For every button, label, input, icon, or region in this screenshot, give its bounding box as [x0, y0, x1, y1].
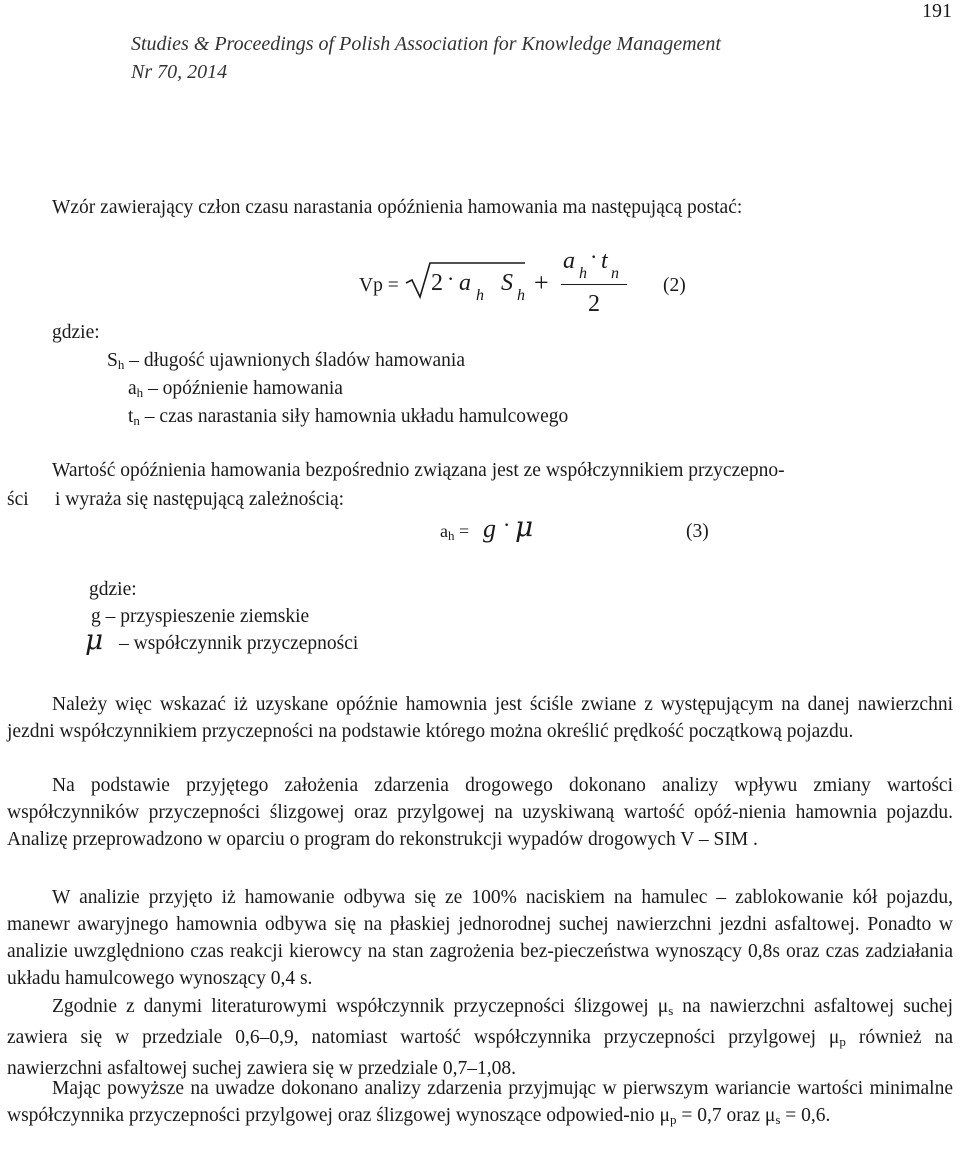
paragraph-4-text-a: Zgodnie z danymi literaturowymi współczynnik przyczepności ślizgowej μ: [52, 996, 669, 1017]
symbol-sub: h: [136, 385, 144, 400]
paragraph-5-text-a: Mając powyższe na uwadze dokonano analizy zdarzenia przyjmując w pierwszym wariancie wartości minimalne współczynnika przyczepności przylgowej oraz ślizgowej wynoszące odpowied-nio μ: [7, 1078, 953, 1126]
paragraph-2: [7, 772, 953, 853]
definition-tn: [128, 406, 568, 429]
symbol-sub: h: [117, 357, 125, 372]
definition-g: g – przyspieszenie ziemskie: [91, 606, 310, 627]
equation-2-lhs: Vp =: [359, 275, 399, 296]
paragraph-2-text: Na podstawie przyjętego założenia zdarzenia drogowego dokonano analizy wpływu zmiany wartości współczynników przyczepności ślizgowej oraz przylgowej na uzyskiwaną wartość opóź-nienia hamownia pojazdu. Analizę przeprowadzono w oparciu o program do rekonstrukcji wypadów drogowych V – SIM .: [7, 775, 953, 850]
definition-text: – długość ujawnionych śladów hamowania: [124, 350, 465, 371]
where-label: gdzie:: [52, 322, 100, 343]
symbol: t: [128, 406, 134, 427]
paragraph-5-text-c: = 0,6.: [780, 1105, 831, 1126]
equation-3-number: (3): [686, 521, 709, 542]
equation-3-mu: μ: [515, 510, 534, 543]
where-label-2: gdzie:: [89, 579, 137, 600]
equation-3-lhs-a: a: [440, 521, 448, 541]
equation-2-two: 2: [431, 270, 443, 296]
paragraph-4-sub-s: s: [668, 1003, 674, 1018]
journal-title: Studies & Proceedings of Polish Association for Knowledge Management: [131, 33, 721, 55]
friction-paragraph-line1: Wartość opóźnienia hamowania bezpośrednio związana jest ze współczynnikiem przyczepno-: [52, 460, 785, 481]
friction-paragraph-line2-rest: i wyraża się następującą zależnością:: [55, 489, 345, 510]
symbol: a: [128, 378, 137, 399]
intro-sentence: Wzór zawierający człon czasu narastania opóźnienia hamowania ma następującą postać:: [52, 197, 743, 218]
paragraph-1: [7, 691, 953, 745]
paragraph-4-text-c: również na nawierzchni asfaltowej suchej zawiera się w przedziale 0,7–1,08.: [7, 1027, 953, 1079]
symbol-sub: n: [133, 413, 140, 428]
equation-2-S: S: [501, 270, 513, 296]
equation-2-num-a: a: [563, 248, 575, 274]
paragraph-5-sub-p: p: [669, 1112, 677, 1127]
equation-2-a: a: [459, 270, 471, 296]
paragraph-5: [7, 1075, 953, 1133]
paragraph-1-text: Należy więc wskazać iż uzyskane opóźnie hamownia jest ściśle zwiane z występującym na danej nawierzchni jezdni współczynnikiem przyczepności na podstawie którego można określić prędkość początkową pojazdu.: [7, 694, 953, 742]
equation-3-lhs: [440, 521, 469, 544]
friction-paragraph-line2-start: ści: [7, 489, 29, 510]
symbol: S: [107, 350, 118, 371]
equation-2-num-dot: ·: [590, 244, 598, 269]
paragraph-4: [7, 993, 953, 1082]
equation-2-dot: ·: [447, 266, 455, 291]
equation-2-S-sub: h: [517, 287, 525, 304]
equation-2-a-sub: h: [476, 287, 484, 304]
definition-Sh: [107, 350, 465, 373]
equation-3-lhs-sub: h: [448, 528, 455, 543]
definition-text: – opóźnienie hamowania: [143, 378, 343, 399]
paragraph-5-text-b: = 0,7 oraz μ: [676, 1105, 776, 1126]
paragraph-3-text: W analizie przyjęto iż hamowanie odbywa się ze 100% naciskiem na hamulec – zablokowanie kół pojazdu, manewr awaryjnego hamownia odbywa się na płaskiej jednorodnej suchej nawierzchni jezdni asfaltowej. Ponadto w analizie uwzględniono czas reakcji kierowcy na stan zagrożenia bez-pieczeństwa wynoszący 0,8s oraz czas zadziałania układu hamulcowego wynoszący 0,4 s.: [7, 887, 953, 989]
definition-mu-symbol: μ: [85, 623, 104, 656]
definition-mu-text: – współczynnik przyczepności: [119, 633, 359, 654]
journal-issue: Nr 70, 2014: [131, 61, 228, 83]
definition-ah: [128, 378, 343, 401]
equation-2-denominator: 2: [588, 291, 600, 317]
paragraph-4-sub-p: p: [839, 1034, 846, 1049]
paragraph-3: [7, 884, 953, 992]
equation-2-num-a-sub: h: [579, 265, 587, 282]
equation-3-g: g: [483, 514, 496, 543]
equation-3-dot: ·: [503, 512, 511, 537]
equation-3-eq: =: [454, 521, 470, 541]
equation-2-number: (2): [663, 275, 686, 296]
equation-2-num-t-sub: n: [611, 265, 619, 282]
equation-2-num-t: t: [601, 248, 608, 274]
paragraph-4-text-b: na nawierzchni asfaltowej suchej zawiera się w przedziale 0,6–0,9, natomiast wartość współczynnika przyczepności przylgowej μ: [7, 996, 954, 1048]
paragraph-5-sub-s: s: [775, 1112, 781, 1127]
definition-text: – czas narastania siły hamownia układu hamulcowego: [139, 406, 569, 427]
fraction-bar: [561, 284, 627, 285]
equation-2-plus: +: [534, 268, 549, 297]
page-number: 191: [922, 0, 952, 22]
